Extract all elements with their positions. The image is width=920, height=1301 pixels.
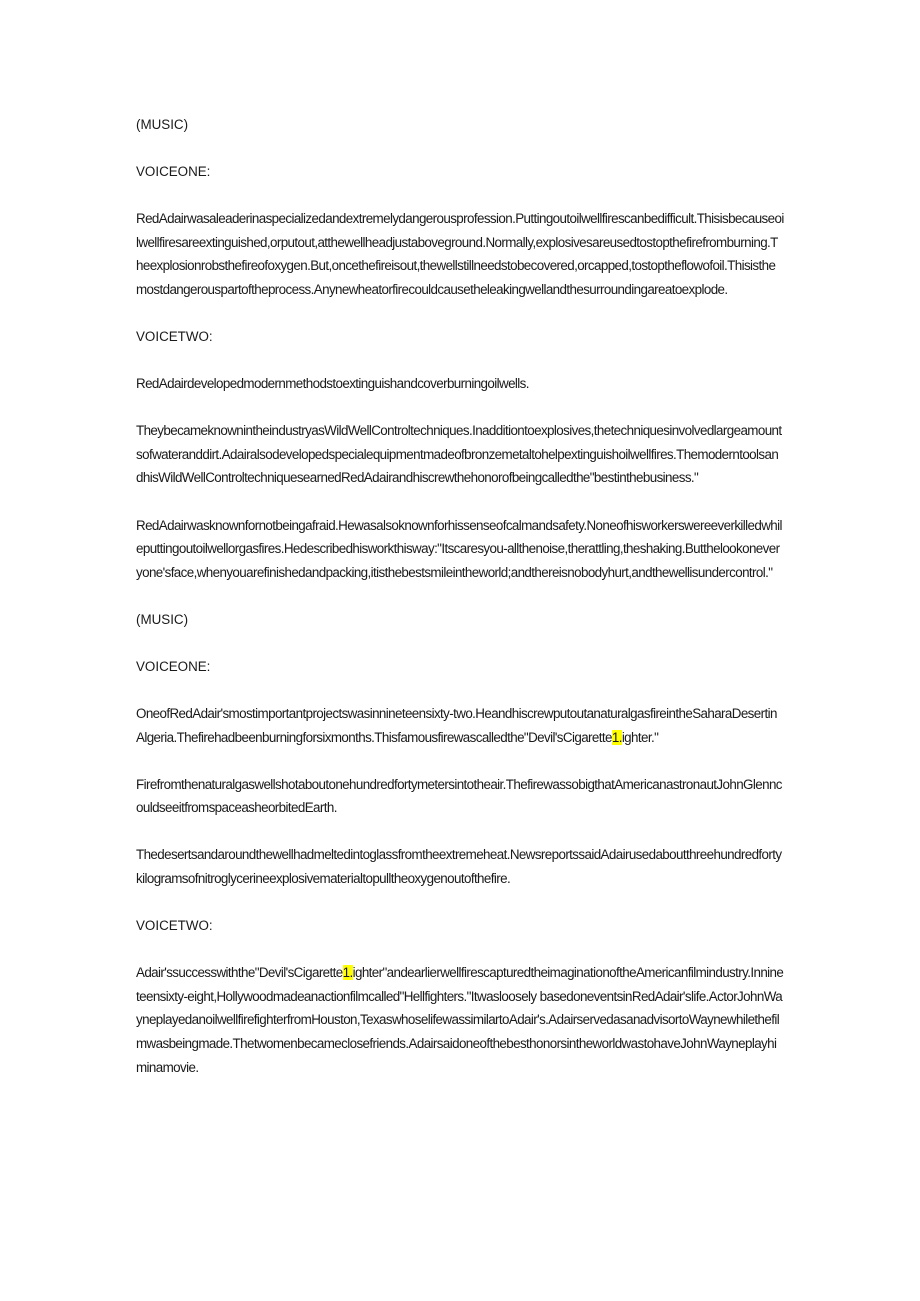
section-label-music: (MUSIC) (136, 117, 189, 132)
section-label-music-2: (MUSIC) (136, 611, 189, 627)
paragraph-hollywood (136, 961, 784, 1079)
paragraph-sahara-after: ighter." (621, 729, 659, 745)
highlighted-text-2: 1. (342, 965, 353, 981)
paragraph-methods: RedAdairdevelopedmodernmethodstoextinguishandcoverburningoilwells. (136, 376, 529, 392)
paragraph-desert-glass: Thedesertsandaroundthewellhadmeltedintoglassfromtheextremeheat.NewsreportssaidAdairusedaboutthreehundredfortykilogramsofnitroglycerineexplosivematerialtopulltheoxygenoutofthefire. (136, 847, 782, 886)
paragraph-hollywood-after: ighter"andearlierwellfirescapturedtheimaginationoftheAmericanfilmindustry.Innineteensixty-eight,Hollywoodmadeanactionfilmcalled"Hellfighters."Itwasloosely basedoneventsinRedAdair'slife.ActorJohnWayneplayedanoilwellfirefighterfromHouston,TexaswhoselifewassimilartoAdair's.AdairservedasanadvisortoWaynewhilethefilmwasbeingmade.Thetwomenbecameclosefriends.AdairsaidoneofthebesthonorsintheworldwastohaveJohnWayneplayhiminamovie. (136, 965, 784, 1075)
speaker-label-voice-two-2: VOICETWO: (136, 918, 213, 934)
paragraph-fire-height: Firefromthenaturalgaswellshotaboutonehundredfortymetersintotheair.ThefirewassobigthatAmericanastronautJohnGlenncouldseeitfromspaceasheorbitedEarth. (136, 776, 782, 816)
paragraph-sahara-text: OneofRedAdair'smostimportantprojectswasinnineteensixty-two.HeandhiscrewputoutanaturalgasfireintheSaharaDesertinAlgeria.Thefirehadbeenburningforsixmonths.Thisfamousfirewascalledthe"Devil'sCigarette (136, 706, 777, 745)
paragraph-hollywood-text: Adair'ssuccesswiththe"Devil'sCigarette (136, 965, 343, 981)
document-page (136, 113, 784, 1103)
speaker-label-voice-two: VOICETWO: (136, 329, 213, 345)
speaker-label-voice-one: VOICEONE: (136, 164, 211, 180)
speaker-label-voice-one-2: VOICEONE: (136, 658, 211, 674)
paragraph-safety: RedAdairwasknownfornotbeingafraid.Hewasalsoknownforhissenseofcalmandsafety.Noneofhisworkerswereeverkilledwhileputtingoutoilwellorgasfires.Hedescribedhisworkthisway:"Itscaresyou-allthenoise,therattling,theshaking.Butthelookoneveryone'sface,whenyouarefinishedandpacking,itisthebestsmileintheworld;andthereisnobodyhurt,andthewellisundercontrol." (136, 517, 782, 580)
paragraph-intro: RedAdairwasaleaderinaspecializedandextremelydangerousprofession.Puttingoutoilwellfirescanbedifficult.Thisisbecauseoilwellfiresareextinguished,orputout,atthewellheadjustaboveground.Normally,explosivesareusedtostopthefirefromburning.Theexplosionrobsthefireofoxygen.But,oncethefireisout,thewellstillneedstobecovered,orcapped,tostoptheflowofoil.Thisisthemostdangerouspartoftheprocess.Anynewheatorfirecouldcausetheleakingwellandthesurroundingareatoexplode. (136, 211, 784, 297)
paragraph-techniques: TheybecameknownintheindustryasWildWellControltechniques.Inadditiontoexplosives,thetechniquesinvolvedlargeamountsofwateranddirt.Adairalsodevelopedspecialequipmentmadeofbronzemetaltohelpextinguishoilwellfires.ThemoderntoolsandhisWildWellControltechniquesearnedRedAdairandhiscrewthehonorofbeingcalledthe"bestinthebusiness." (136, 423, 782, 486)
highlighted-text: 1. (611, 729, 622, 745)
paragraph-sahara (136, 702, 784, 749)
